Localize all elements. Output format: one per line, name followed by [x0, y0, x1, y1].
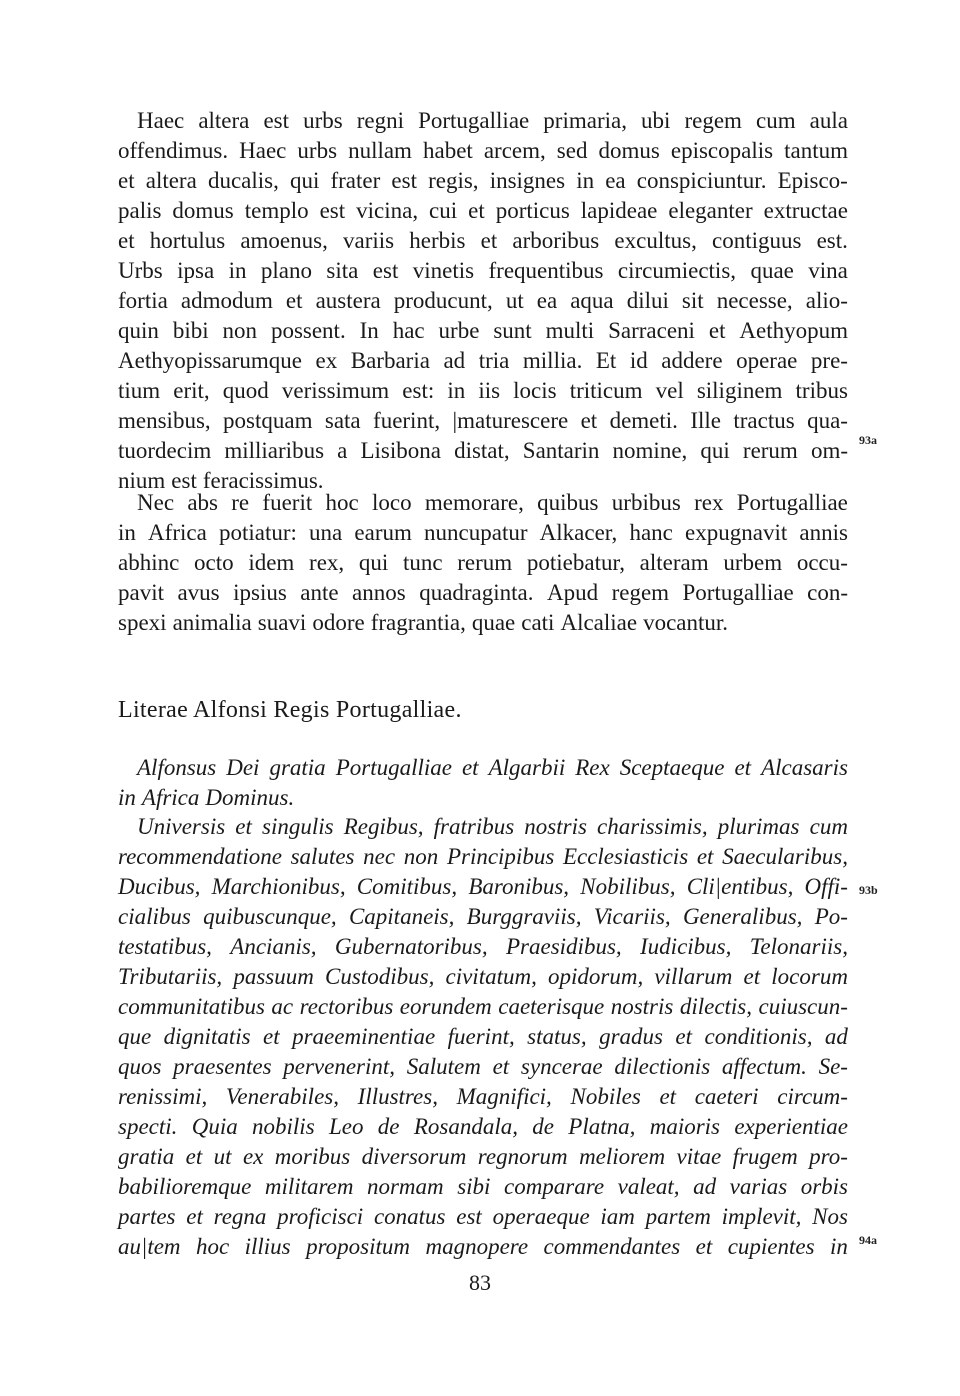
- margin-note: 93a: [859, 433, 877, 447]
- text-line: testatibus, Ancianis, Gubernatoribus, Praesidibus, Iudicibus, Telonariis,: [118, 934, 848, 959]
- text-line: et hortulus amoenus, variis herbis et arboribus excultus, contiguus est.: [118, 228, 848, 253]
- text-line: Tributariis, passuum Custodibus, civitatum, opidorum, villarum et locorum: [118, 964, 848, 989]
- text-line: babilioremque militarem normam sibi comparare valeat, ad varias orbis: [118, 1174, 848, 1199]
- text-line: Nec abs re fuerit hoc loco memorare, quibus urbibus rex Portugalliae: [137, 490, 848, 515]
- page-number: 83: [469, 1270, 491, 1295]
- text-line: Urbs ipsa in plano sita est vinetis frequentibus circumiectis, quae vina: [118, 258, 848, 283]
- text-line: pavit avus ipsius ante annos quadraginta. Apud regem Portugalliae con-: [118, 580, 848, 605]
- text-line: recommendatione salutes nec non Principibus Ecclesiasticis et Saecularibus,: [118, 844, 848, 869]
- text-line: fortia admodum et austera producunt, ut ea aqua dilui sit necesse, alio-: [118, 288, 848, 313]
- margin-note: 93b: [859, 883, 878, 897]
- text-line: tuordecim milliaribus a Lisibona distat, Santarin nomine, qui rerum om-: [118, 438, 848, 463]
- text-line: partes et regna proficisci conatus est operaeque iam partem implevit, Nos: [118, 1204, 848, 1229]
- text-line: gratia et ut ex moribus diversorum regnorum meliorem vitae frugem pro-: [118, 1144, 848, 1169]
- text-line: au|tem hoc illius propositum magnopere commendantes et cupientes in: [118, 1234, 848, 1259]
- text-line: et altera ducalis, qui frater est regis, insignes in ea conspiciuntur. Episco-: [118, 168, 848, 193]
- text-line: mensibus, postquam sata fuerint, |maturescere et demeti. Ille tractus qua-: [118, 408, 848, 433]
- text-line: Aethyopissarumque ex Barbaria ad tria millia. Et id addere operae pre-: [118, 348, 848, 373]
- margin-note: 94a: [859, 1233, 877, 1247]
- text-line: in Africa Dominus.: [118, 785, 295, 810]
- text-line: offendimus. Haec urbs nullam habet arcem, sed domus episcopalis tantum: [118, 138, 848, 163]
- text-line: Ducibus, Marchionibus, Comitibus, Baronibus, Nobilibus, Cli|entibus, Offi-: [118, 874, 848, 899]
- text-line: palis domus templo est vicina, cui et porticus lapideae eleganter extructae: [118, 198, 848, 223]
- text-line: Alfonsus Dei gratia Portugalliae et Algarbii Rex Sceptaeque et Alcasaris: [137, 755, 848, 780]
- text-line: renissimi, Venerabiles, Illustres, Magnifici, Nobiles et caeteri circum-: [118, 1084, 848, 1109]
- section-heading: Literae Alfonsi Regis Portugalliae.: [118, 697, 462, 723]
- text-line: spexi animalia suavi odore fragrantia, quae cati Alcaliae vocantur.: [118, 610, 729, 635]
- text-line: que dignitatis et praeeminentiae fuerint, status, gradus et conditionis, ad: [118, 1024, 848, 1049]
- text-line: Haec altera est urbs regni Portugalliae primaria, ubi regem cum aula: [137, 108, 848, 133]
- text-line: specti. Quia nobilis Leo de Rosandala, de Platna, maioris experientiae: [118, 1114, 848, 1139]
- text-line: in Africa potiatur: una earum nuncupatur Alkacer, hanc expugnavit annis: [118, 520, 848, 545]
- text-line: communitatibus ac rectoribus eorundem caeterisque nostris dilectis, cuiuscun-: [118, 994, 848, 1019]
- text-line: tium erit, quod verissimum est: in iis locis triticum vel siliginem tribus: [118, 378, 848, 403]
- text-line: cialibus quibuscunque, Capitaneis, Burggraviis, Vicariis, Generalibus, Po-: [118, 904, 848, 929]
- text-line: abhinc octo idem rex, qui tunc rerum potiebatur, alteram urbem occu-: [118, 550, 848, 575]
- text-line: quin bibi non possent. In hac urbe sunt multi Sarraceni et Aethyopum: [118, 318, 848, 343]
- text-line: quos praesentes pervenerint, Salutem et syncerae dilectionis affectum. Se-: [118, 1054, 848, 1079]
- text-line: Universis et singulis Regibus, fratribus nostris charissimis, plurimas cum: [137, 814, 848, 839]
- text-line: nium est feracissimus.: [118, 468, 324, 493]
